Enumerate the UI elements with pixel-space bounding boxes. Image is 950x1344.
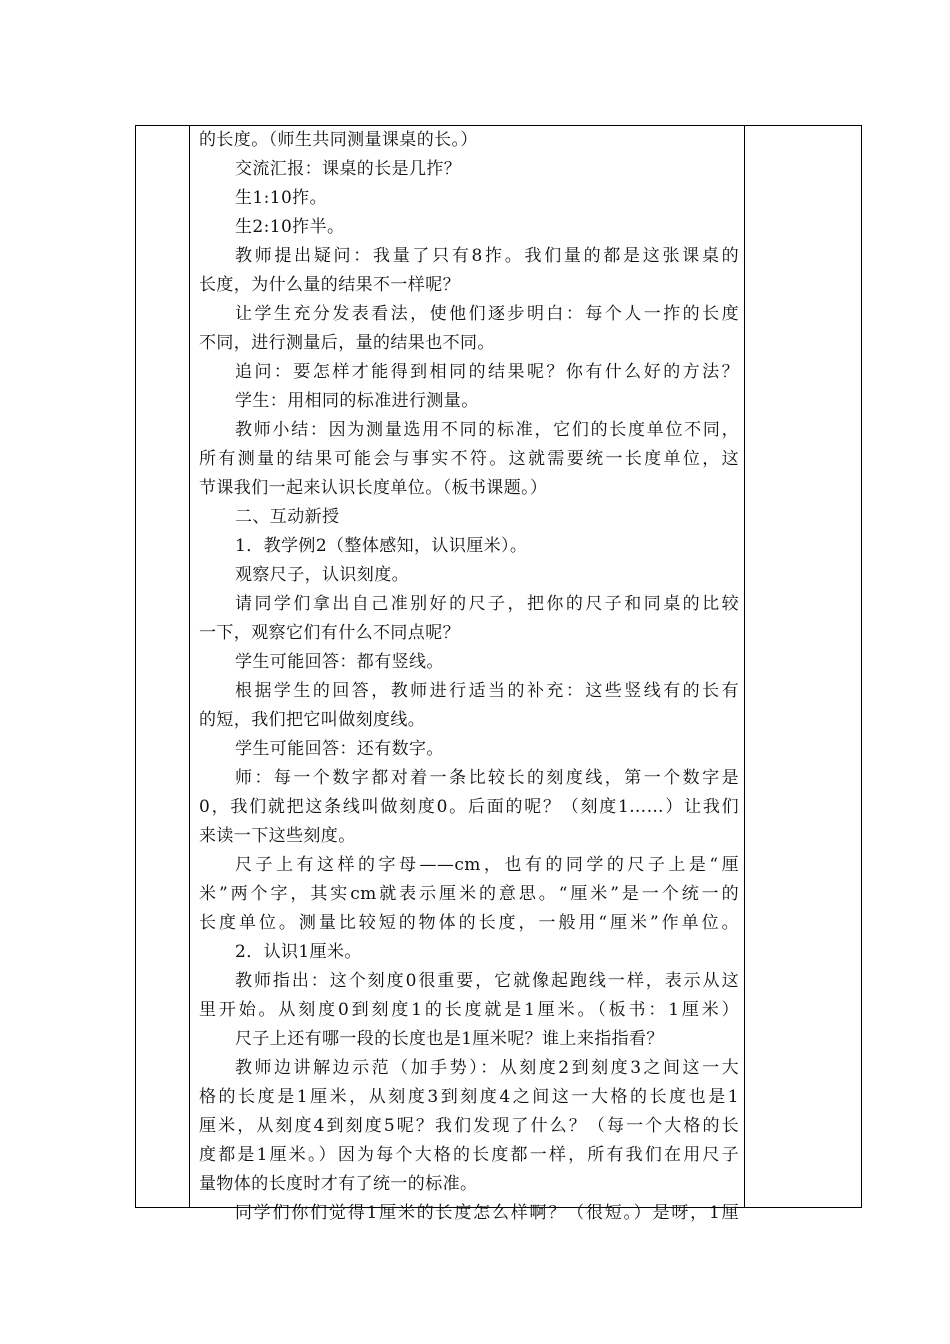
text-line: 同学们你们觉得1厘米的长度怎么样啊？（很短。）是呀，1厘 xyxy=(235,1203,739,1223)
lesson-plan-table xyxy=(135,125,862,1223)
text-line: 所有测量的结果可能会与事实不符。这就需要统一长度单位，这 xyxy=(199,449,739,469)
text-line: 尺子上有这样的字母——cm，也有的同学的尺子上是“厘 xyxy=(235,855,739,875)
text-line: 尺子上还有哪一段的长度也是1厘米呢？谁上来指指看？ xyxy=(235,1029,664,1049)
text-line: 1．教学例2（整体感知，认识厘米）。 xyxy=(235,536,528,556)
text-line: 生1:10拃。 xyxy=(235,188,327,208)
text-line: 让学生充分发表看法，使他们逐步明白：每个人一拃的长度 xyxy=(235,304,739,324)
text-line: 长度，为什么量的结果不一样呢？ xyxy=(199,275,460,295)
table-column-divider-right xyxy=(744,126,745,1207)
text-line: 观察尺子，认识刻度。 xyxy=(235,565,409,585)
text-line: 请同学们拿出自己准别好的尺子，把你的尺子和同桌的比较 xyxy=(235,594,739,614)
text-line: 0，我们就把这条线叫做刻度0。后面的呢？（刻度1……）让我们 xyxy=(199,797,739,817)
text-line: 不同，进行测量后，量的结果也不同。 xyxy=(199,333,495,353)
text-line: 生2:10拃半。 xyxy=(235,217,345,237)
text-line: 格的长度是1厘米，从刻度3到刻度4之间这一大格的长度也是1 xyxy=(199,1087,739,1107)
text-line: 长度单位。测量比较短的物体的长度，一般用“厘米”作单位。 xyxy=(199,913,739,933)
text-line: 交流汇报：课桌的长是几拃？ xyxy=(235,159,462,179)
text-line: 米”两个字，其实cm就表示厘米的意思。“厘米”是一个统一的 xyxy=(199,884,739,904)
text-line: 学生可能回答：还有数字。 xyxy=(235,739,444,759)
text-line: 里开始。从刻度0到刻度1的长度就是1厘米。（板书：1厘米） xyxy=(199,1000,739,1020)
text-line: 量物体的长度时才有了统一的标准。 xyxy=(199,1174,478,1194)
text-line: 厘米，从刻度4到刻度5呢？我们发现了什么？（每一个大格的长 xyxy=(199,1116,739,1136)
text-line: 2．认识1厘米。 xyxy=(235,942,362,962)
table-column-divider-left xyxy=(189,126,190,1207)
text-line: 来读一下这些刻度。 xyxy=(199,826,356,846)
text-line: 教师指出：这个刻度0很重要，它就像起跑线一样，表示从这 xyxy=(235,971,739,991)
teaching-process-cell xyxy=(199,126,739,1223)
text-line: 学生：用相同的标准进行测量。 xyxy=(235,391,479,411)
text-line: 一下，观察它们有什么不同点呢？ xyxy=(199,623,460,643)
text-line: 的长度。（师生共同测量课桌的长。） xyxy=(199,130,478,150)
text-line: 的短，我们把它叫做刻度线。 xyxy=(199,710,426,730)
text-line: 教师小结：因为测量选用不同的标准，它们的长度单位不同， xyxy=(235,420,739,440)
text-line: 学生可能回答：都有竖线。 xyxy=(235,652,444,672)
text-line: 追问：要怎样才能得到相同的结果呢？你有什么好的方法？ xyxy=(235,362,739,382)
text-line: 节课我们一起来认识长度单位。（板书课题。） xyxy=(199,478,548,498)
text-line: 根据学生的回答，教师进行适当的补充：这些竖线有的长有 xyxy=(235,681,739,701)
text-line: 度都是1厘米。）因为每个大格的长度都一样，所有我们在用尺子 xyxy=(199,1145,739,1165)
text-line: 师：每一个数字都对着一条比较长的刻度线，第一个数字是 xyxy=(235,768,739,788)
text-line: 教师提出疑问：我量了只有8拃。我们量的都是这张课桌的 xyxy=(235,246,739,266)
text-line: 二、互动新授 xyxy=(235,507,340,527)
text-line: 教师边讲解边示范（加手势）：从刻度2到刻度3之间这一大 xyxy=(235,1058,739,1078)
